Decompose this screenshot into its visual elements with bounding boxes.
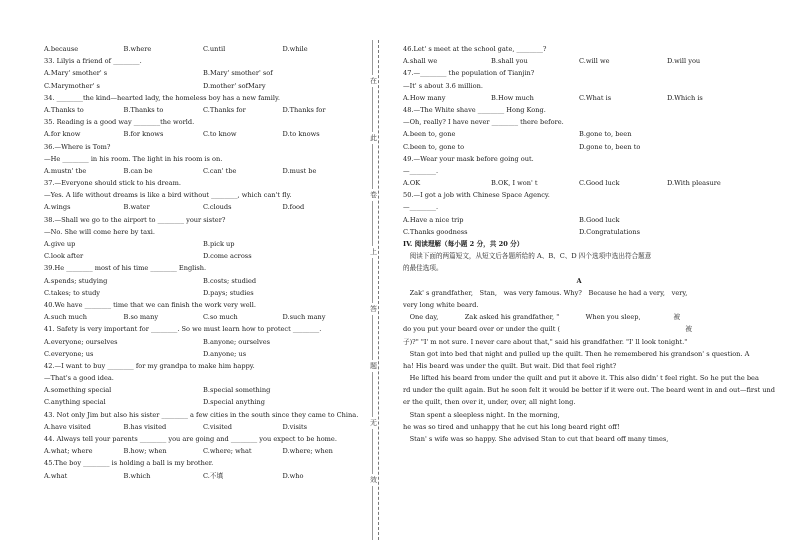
answer-options <box>44 128 362 140</box>
option: B.shall you <box>491 57 528 66</box>
line-text: —________. <box>403 166 439 175</box>
question-line <box>403 348 755 360</box>
answer-options <box>44 80 362 92</box>
option: A.spends; studying <box>44 276 108 285</box>
question-line <box>403 80 755 92</box>
answer-options <box>44 238 362 250</box>
line-text: 46.Let' s meet at the school gate, ________? <box>403 45 547 53</box>
option: C.look after <box>44 252 84 261</box>
line-text: Stan got into bed that night and pulled up the quilt. Then he remembered his grandson' s question. A <box>403 349 750 358</box>
seal-char: 效 <box>370 476 377 484</box>
option: B.Thanks to <box>123 105 164 114</box>
option: C.What is <box>579 93 612 102</box>
option: C.takes; to study <box>44 288 101 297</box>
option: B.can be <box>123 166 153 175</box>
question-line <box>403 384 775 396</box>
option: C.Thanks for <box>203 105 246 114</box>
question-line <box>403 396 755 408</box>
option: C.Good luck <box>579 179 620 188</box>
answer-options <box>44 384 362 396</box>
line-text: er the quilt, then over it, under, over, all night long. <box>403 398 576 407</box>
question-line <box>44 457 362 469</box>
question-line <box>44 409 362 421</box>
right-column <box>403 43 775 445</box>
line-text: —Oh, really? I have never ________ there before. <box>403 118 564 127</box>
question-line <box>44 153 362 165</box>
answer-options <box>44 348 362 360</box>
option: C.everyone; us <box>44 349 94 358</box>
answer-options <box>403 141 755 153</box>
question-line <box>403 67 755 79</box>
line-text: 34. ________the kind—hearted lady, the homeless boy has a new family. <box>44 93 280 102</box>
question-line <box>403 360 755 372</box>
question-line <box>403 409 755 421</box>
option: D.must be <box>282 166 317 175</box>
question-line <box>44 360 362 372</box>
answer-options <box>403 92 755 104</box>
line-text: IV. 阅读理解（每小题 2 分，共 20 分） <box>403 240 524 248</box>
seal-char: 无 <box>370 419 377 427</box>
option: C.been to, gone to <box>403 142 465 151</box>
answer-options <box>403 226 755 238</box>
line-text: 40.We have ________ time that we can finish the work very well. <box>44 300 256 309</box>
option: A.mustn' tbe <box>44 166 87 175</box>
line-text: Stan' s wife was so happy. She advised Stan to cut that beard off many times, <box>403 435 669 443</box>
option: A.been to, gone <box>403 130 456 139</box>
question-line <box>44 433 362 445</box>
line-text: 42.—I want to buy ________ for my grandpa to make him happy. <box>44 361 255 370</box>
option: D.Which is <box>667 93 703 102</box>
option: D.special anything <box>203 398 265 407</box>
option: D.where; when <box>282 447 333 456</box>
question-line <box>403 201 755 213</box>
line-text: ha! His beard was under the quilt. But wait. Did that feel right? <box>403 361 617 370</box>
seal-char: 答 <box>370 305 377 313</box>
question-line <box>44 177 362 189</box>
line-text: A <box>576 276 582 285</box>
answer-options <box>44 421 362 433</box>
option: D.who <box>282 471 304 480</box>
option: B.pick up <box>203 240 235 248</box>
line-text: 48.—The White shave ________ Hong Kong. <box>403 105 546 114</box>
line-text: 38.—Shall we go to the airport to ________ your sister? <box>44 215 226 224</box>
question-line <box>44 214 362 226</box>
line-text: —________. <box>403 203 439 212</box>
question-line <box>44 116 362 128</box>
option: B.how; when <box>123 447 167 456</box>
option: D.anyone; us <box>203 349 247 358</box>
question-line <box>403 104 755 116</box>
question-line <box>403 153 755 165</box>
option: C.where; what <box>203 447 252 456</box>
option: A.something special <box>44 386 112 395</box>
option: A.everyone; ourselves <box>44 337 118 346</box>
seal-char: 题 <box>370 362 377 370</box>
answer-options <box>44 336 362 348</box>
option: A.shall we <box>403 57 438 66</box>
option: B.anyone; ourselves <box>203 337 271 346</box>
option: A.have visited <box>44 422 91 431</box>
question-line <box>403 262 755 274</box>
option: D.Congratulations <box>579 227 641 236</box>
option: A.wings <box>44 203 71 212</box>
option: D.gone to, been to <box>579 142 641 151</box>
answer-options <box>44 250 362 262</box>
question-line <box>403 250 755 262</box>
option: C.anything special <box>44 398 106 407</box>
question-line <box>403 43 755 55</box>
answer-options <box>44 165 362 177</box>
line-text: 37.—Everyone should stick to his dream. <box>44 179 181 188</box>
line-text: 44. Always tell your parents ________ you are going and ________ you expect to be home. <box>44 435 337 443</box>
option: D.visits <box>282 422 308 431</box>
answer-options <box>44 445 362 457</box>
option: C.不填 <box>203 471 224 480</box>
option: C.Thanks goodness <box>403 227 468 236</box>
line-text: 的最佳选项。 <box>403 264 443 273</box>
option: B.costs; studied <box>203 276 257 285</box>
seal-line <box>378 40 379 540</box>
answer-options <box>403 214 755 226</box>
line-text: 阅读下面的两篇短文，从短文后各题所给的 A、B、C、D 四个选项中选出符合题意 <box>403 252 652 261</box>
question-line <box>403 287 755 299</box>
line-text: rd under the quilt again. But he soon felt it would be better if it were out. The beard went in and out—first und <box>403 386 775 395</box>
left-column <box>44 43 362 482</box>
line-text: 36.—Where is Tom? <box>44 142 111 151</box>
line-text: —Yes. A life without dreams is like a bird without ________, which can't fly. <box>44 191 292 200</box>
option: D.With pleasure <box>667 179 721 188</box>
question-line <box>403 372 759 384</box>
option: D.such many <box>282 313 326 322</box>
option: C.so much <box>203 313 238 322</box>
answer-options <box>44 201 362 213</box>
question-line <box>403 336 755 348</box>
option: A.such much <box>44 313 87 322</box>
line-text: he was so tired and unhappy that he cut his long beard right off! <box>403 422 620 431</box>
line-text: 45.The boy ________ is holding a ball is my brother. <box>44 459 214 468</box>
line-text: 50.—I got a job with Chinese Space Agency. <box>403 191 550 200</box>
option: B.OK, I won' t <box>491 179 538 188</box>
answer-options <box>403 128 755 140</box>
line-text: One day, Zak asked his grandfather, " When you sleep, 被 <box>403 313 681 322</box>
question-line <box>403 299 755 311</box>
option: B.water <box>123 203 150 212</box>
option: A.give up <box>44 240 76 248</box>
option: A.Have a nice trip <box>403 215 464 224</box>
seal-char: 卷 <box>370 191 377 199</box>
option: B.for knows <box>123 130 164 139</box>
line-text: 33. Lilyis a friend of ________. <box>44 57 142 66</box>
question-line <box>403 421 755 433</box>
option: D.to knows <box>282 130 320 139</box>
option: A.Mary' smother' s <box>44 69 108 78</box>
seal-char: 此 <box>370 134 377 142</box>
seal-char: 上 <box>370 248 377 256</box>
option: D.will you <box>667 57 701 66</box>
question-line <box>44 55 362 67</box>
line-text: 49.—Wear your mask before going out. <box>403 154 534 163</box>
answer-options <box>403 177 755 189</box>
question-line <box>403 116 755 128</box>
line-text: He lifted his beard from under the quilt and put it above it. This also didn' t feel right. So he put the bea <box>403 374 759 383</box>
question-line <box>44 372 362 384</box>
option: C.visited <box>203 422 233 431</box>
option: B.Good luck <box>579 215 620 224</box>
line-text: do you put your beard over or under the quilt ( 被 <box>403 325 692 334</box>
option: A.How many <box>403 93 446 102</box>
question-line <box>403 433 755 445</box>
answer-options <box>44 287 362 299</box>
option: A.what <box>44 471 68 480</box>
line-text: Stan spent a sleepless night. In the morning, <box>403 410 560 419</box>
line-text: 43. Not only Jim but also his sister ________ a few cities in the south since they came to China. <box>44 410 359 419</box>
answer-options <box>44 396 362 408</box>
option: C.clouds <box>203 203 232 212</box>
option: D.mother' sofMary <box>203 81 266 90</box>
answer-options <box>44 275 362 287</box>
option: A.Thanks to <box>44 105 84 114</box>
option: D.while <box>282 45 308 53</box>
line-text: very long white beard. <box>403 300 479 309</box>
option: B.gone to, been <box>579 130 632 139</box>
line-text: —That's a good idea. <box>44 374 114 383</box>
option: A.OK <box>403 179 421 188</box>
answer-options <box>44 311 362 323</box>
option: B.How much <box>491 93 534 102</box>
question-line <box>44 141 362 153</box>
line-text: 41. Safety is very important for ________. So we must learn how to protect ________. <box>44 325 322 334</box>
answer-options <box>44 43 362 55</box>
line-text: 35. Reading is a good way ________the world. <box>44 118 195 127</box>
question-line <box>44 262 362 274</box>
option: A.what; where <box>44 447 93 456</box>
line-text: 子)?" "I' m not sure. I never care about that," said his grandfather. "I' ll look tonight." <box>403 337 688 346</box>
option: D.food <box>282 203 305 212</box>
answer-options <box>44 67 362 79</box>
option: B.so many <box>123 313 159 322</box>
option: B.Mary' smother' sof <box>203 69 273 78</box>
line-text: 47.—________ the population of Tianjin? <box>403 69 535 78</box>
option: C.can' tbe <box>203 166 237 175</box>
question-line <box>403 189 755 201</box>
question-line <box>403 311 755 323</box>
line-text: —He ________ in his room. The light in his room is on. <box>44 154 223 163</box>
answer-options <box>44 470 362 482</box>
option: A.because <box>44 45 79 53</box>
option: C.will we <box>579 57 610 66</box>
option: B.where <box>123 45 152 53</box>
option: D.Thanks for <box>282 105 326 114</box>
option: B.has visited <box>123 422 167 431</box>
line-text: —It' s about 3.6 million. <box>403 81 483 90</box>
line-text: Zak' s grandfather, Stan, was very famous. Why? Because he had a very, very, <box>403 288 688 297</box>
question-line <box>403 323 755 335</box>
question-line <box>44 189 362 201</box>
section-title <box>403 238 755 250</box>
line-text: 39.He ________ most of his time ________ English. <box>44 264 207 273</box>
question-line <box>44 92 362 104</box>
line-text: —No. She will come here by taxi. <box>44 227 155 236</box>
option: C.to know <box>203 130 237 139</box>
passage-label <box>403 275 755 287</box>
answer-options <box>403 55 755 67</box>
option: B.special something <box>203 386 271 395</box>
question-line <box>403 165 755 177</box>
option: D.come across <box>203 252 252 261</box>
binding-line <box>372 40 373 540</box>
option: A.for know <box>44 130 81 139</box>
option: B.which <box>123 471 151 480</box>
question-line <box>44 226 362 238</box>
option: C.until <box>203 45 226 53</box>
option: D.pays; studies <box>203 288 254 297</box>
answer-options <box>44 104 362 116</box>
option: C.Marymother' s <box>44 81 100 90</box>
seal-char: 在 <box>370 77 377 85</box>
question-line <box>44 299 362 311</box>
question-line <box>44 323 362 335</box>
